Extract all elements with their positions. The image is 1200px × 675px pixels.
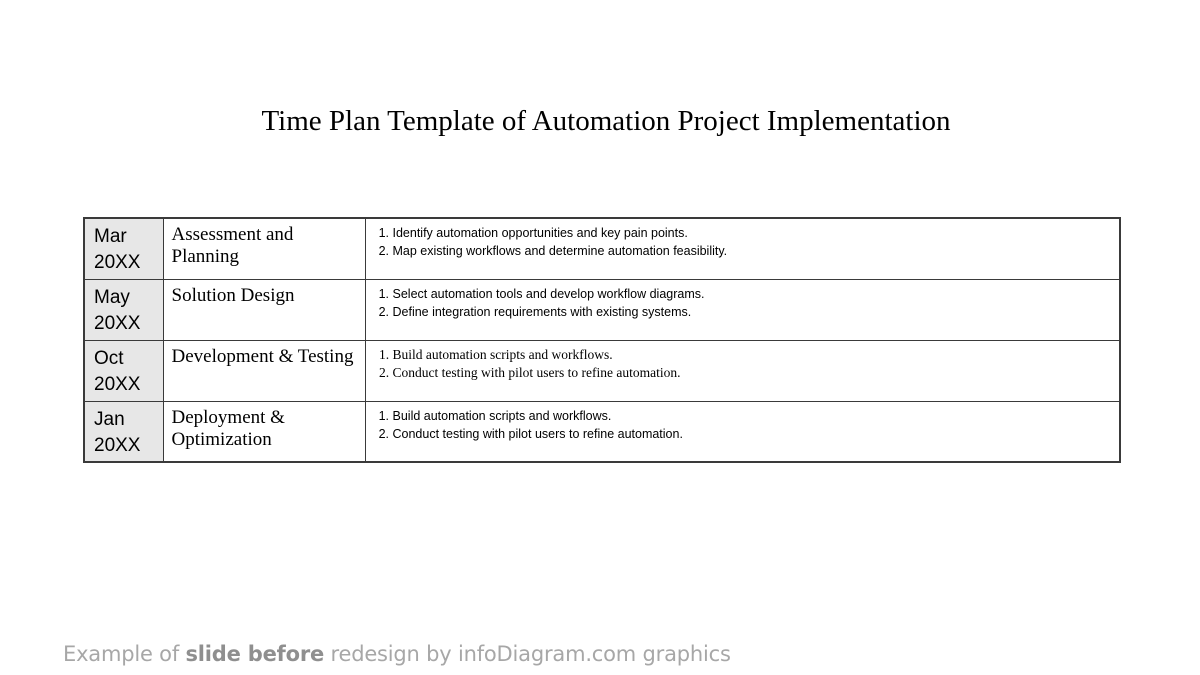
- footer-prefix: Example of: [63, 642, 186, 666]
- slide-title: Time Plan Template of Automation Project Implementation: [261, 105, 951, 137]
- table-row: [84, 218, 1120, 279]
- phase-name: Development & Testing: [171, 345, 354, 367]
- phase-name: Deployment & Optimization: [171, 406, 285, 450]
- task-list: [366, 341, 1120, 382]
- date-year: 20XX: [94, 312, 141, 334]
- phase-cell: [163, 340, 365, 401]
- tasks-cell: [365, 279, 1120, 340]
- phase-cell: [163, 218, 365, 279]
- phase-cell: [163, 401, 365, 462]
- table-row: [84, 279, 1120, 340]
- tasks-cell: [365, 401, 1120, 462]
- date-cell: [84, 218, 163, 279]
- task-item: 2. Map existing workflows and determine automation feasibility.: [393, 242, 1120, 260]
- tasks-cell: [365, 218, 1120, 279]
- tasks-cell: [365, 340, 1120, 401]
- task-item: 2. Define integration requirements with existing systems.: [393, 303, 1120, 321]
- footer-note: [63, 640, 731, 668]
- footer-suffix: redesign by infoDiagram.com graphics: [324, 642, 731, 666]
- table-row: [84, 401, 1120, 462]
- task-list: [366, 280, 1120, 321]
- date-year: 20XX: [94, 252, 141, 273]
- task-item: 1. Identify automation opportunities and key pain points.: [393, 224, 1120, 242]
- phase-name: Solution Design: [171, 284, 295, 306]
- task-item: 2. Conduct testing with pilot users to refine automation.: [393, 425, 1120, 443]
- date-month: Jan: [94, 408, 125, 430]
- task-item: 1. Select automation tools and develop workflow diagrams.: [393, 285, 1120, 303]
- date-year: 20XX: [94, 373, 141, 395]
- phase-cell: [163, 279, 365, 340]
- task-item: 1. Build automation scripts and workflows.: [393, 346, 1120, 364]
- date-year: 20XX: [94, 434, 141, 456]
- date-month: Mar: [94, 226, 127, 247]
- time-plan-table: [83, 217, 1121, 463]
- date-month: May: [94, 286, 130, 308]
- date-cell: [84, 340, 163, 401]
- task-item: 2. Conduct testing with pilot users to refine automation.: [393, 364, 1120, 382]
- footer-bold: slide before: [185, 642, 325, 666]
- date-cell: [84, 279, 163, 340]
- task-list: [366, 402, 1120, 443]
- task-item: 1. Build automation scripts and workflows.: [393, 407, 1120, 425]
- phase-name: Assessment and Planning: [171, 224, 294, 267]
- table-row: [84, 340, 1120, 401]
- task-list: [366, 219, 1120, 260]
- date-cell: [84, 401, 163, 462]
- date-month: Oct: [94, 347, 124, 369]
